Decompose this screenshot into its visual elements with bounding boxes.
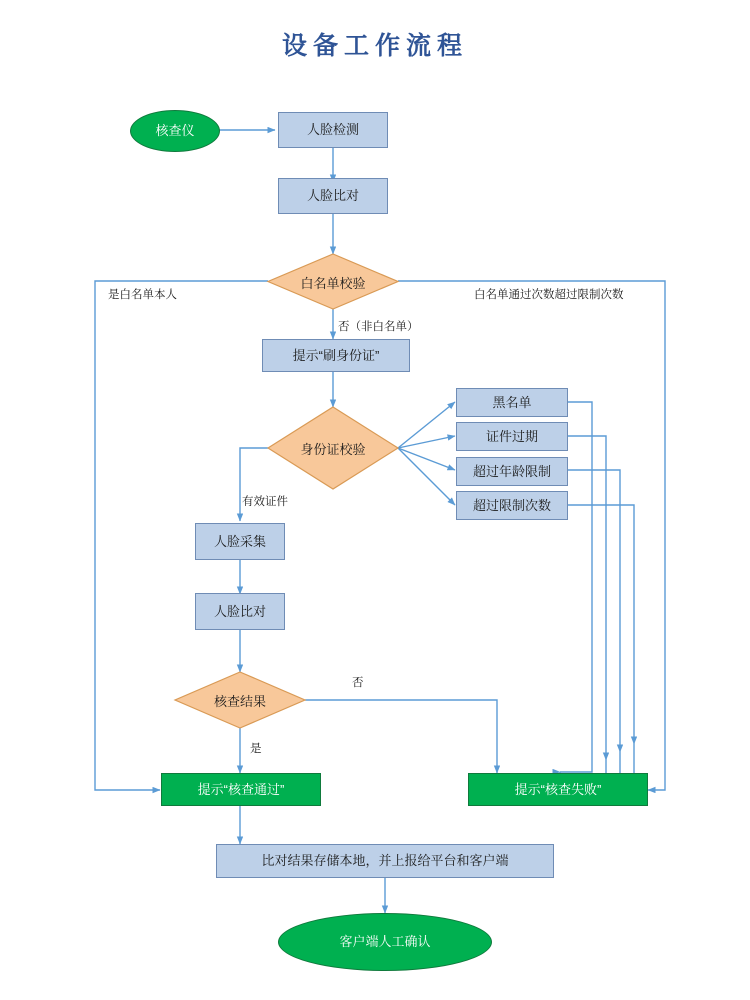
node-id-check[interactable] (268, 407, 398, 489)
edge-label-result-yes: 是 (250, 743, 262, 755)
node-store-report[interactable] (216, 844, 554, 878)
node-manual-confirm-label: 客户端人工确认 (339, 934, 431, 950)
node-cert-expired[interactable] (456, 422, 568, 451)
node-over-age-label: 超过年龄限制 (472, 463, 551, 479)
node-face-collect-label: 人脸采集 (213, 533, 266, 549)
node-blacklist-label: 黑名单 (492, 394, 532, 410)
node-face-collect[interactable] (195, 523, 285, 560)
edge-label-no-not-whitelist: 否（非白名单） (338, 321, 419, 333)
node-face-compare-1[interactable] (278, 178, 388, 214)
edge-label-valid-cert: 有效证件 (242, 496, 288, 508)
node-store-report-label: 比对结果存储本地，并上报给平台和客户端 (261, 853, 509, 869)
node-verify-result-label: 核查结果 (213, 693, 266, 709)
node-over-limit[interactable] (456, 491, 568, 520)
edge-label-result-no: 否 (352, 677, 364, 689)
edge-label-whitelist-over-limit: 白名单通过次数超过限制次数 (474, 289, 624, 301)
node-pass-prompt[interactable] (161, 773, 321, 806)
node-over-age[interactable] (456, 457, 568, 486)
node-fail-prompt-label: 提示“核查失败” (514, 781, 602, 797)
node-face-compare-1-label: 人脸比对 (306, 188, 359, 204)
node-face-compare-2-label: 人脸比对 (213, 603, 266, 619)
node-manual-confirm[interactable] (278, 913, 492, 971)
edge-label-is-whitelist-self: 是白名单本人 (108, 289, 177, 301)
node-id-check-label: 身份证校验 (300, 441, 366, 457)
node-prompt-id-card-label: 提示“刷身份证” (292, 347, 380, 363)
node-blacklist[interactable] (456, 388, 568, 417)
node-pass-prompt-label: 提示“核查通过” (197, 781, 285, 797)
node-start-label: 核查仪 (155, 123, 195, 139)
node-verify-result[interactable] (175, 672, 305, 728)
node-prompt-id-card[interactable] (262, 339, 410, 372)
node-start[interactable] (130, 110, 220, 152)
node-over-limit-label: 超过限制次数 (472, 497, 551, 513)
page-title: 设备工作流程 (281, 31, 468, 60)
node-cert-expired-label: 证件过期 (485, 428, 538, 444)
node-fail-prompt[interactable] (468, 773, 648, 806)
node-face-compare-2[interactable] (195, 593, 285, 630)
node-face-detect-label: 人脸检测 (306, 122, 359, 138)
node-whitelist-check-label: 白名单校验 (300, 275, 366, 291)
node-whitelist-check[interactable] (268, 254, 398, 310)
node-face-detect[interactable] (278, 112, 388, 148)
